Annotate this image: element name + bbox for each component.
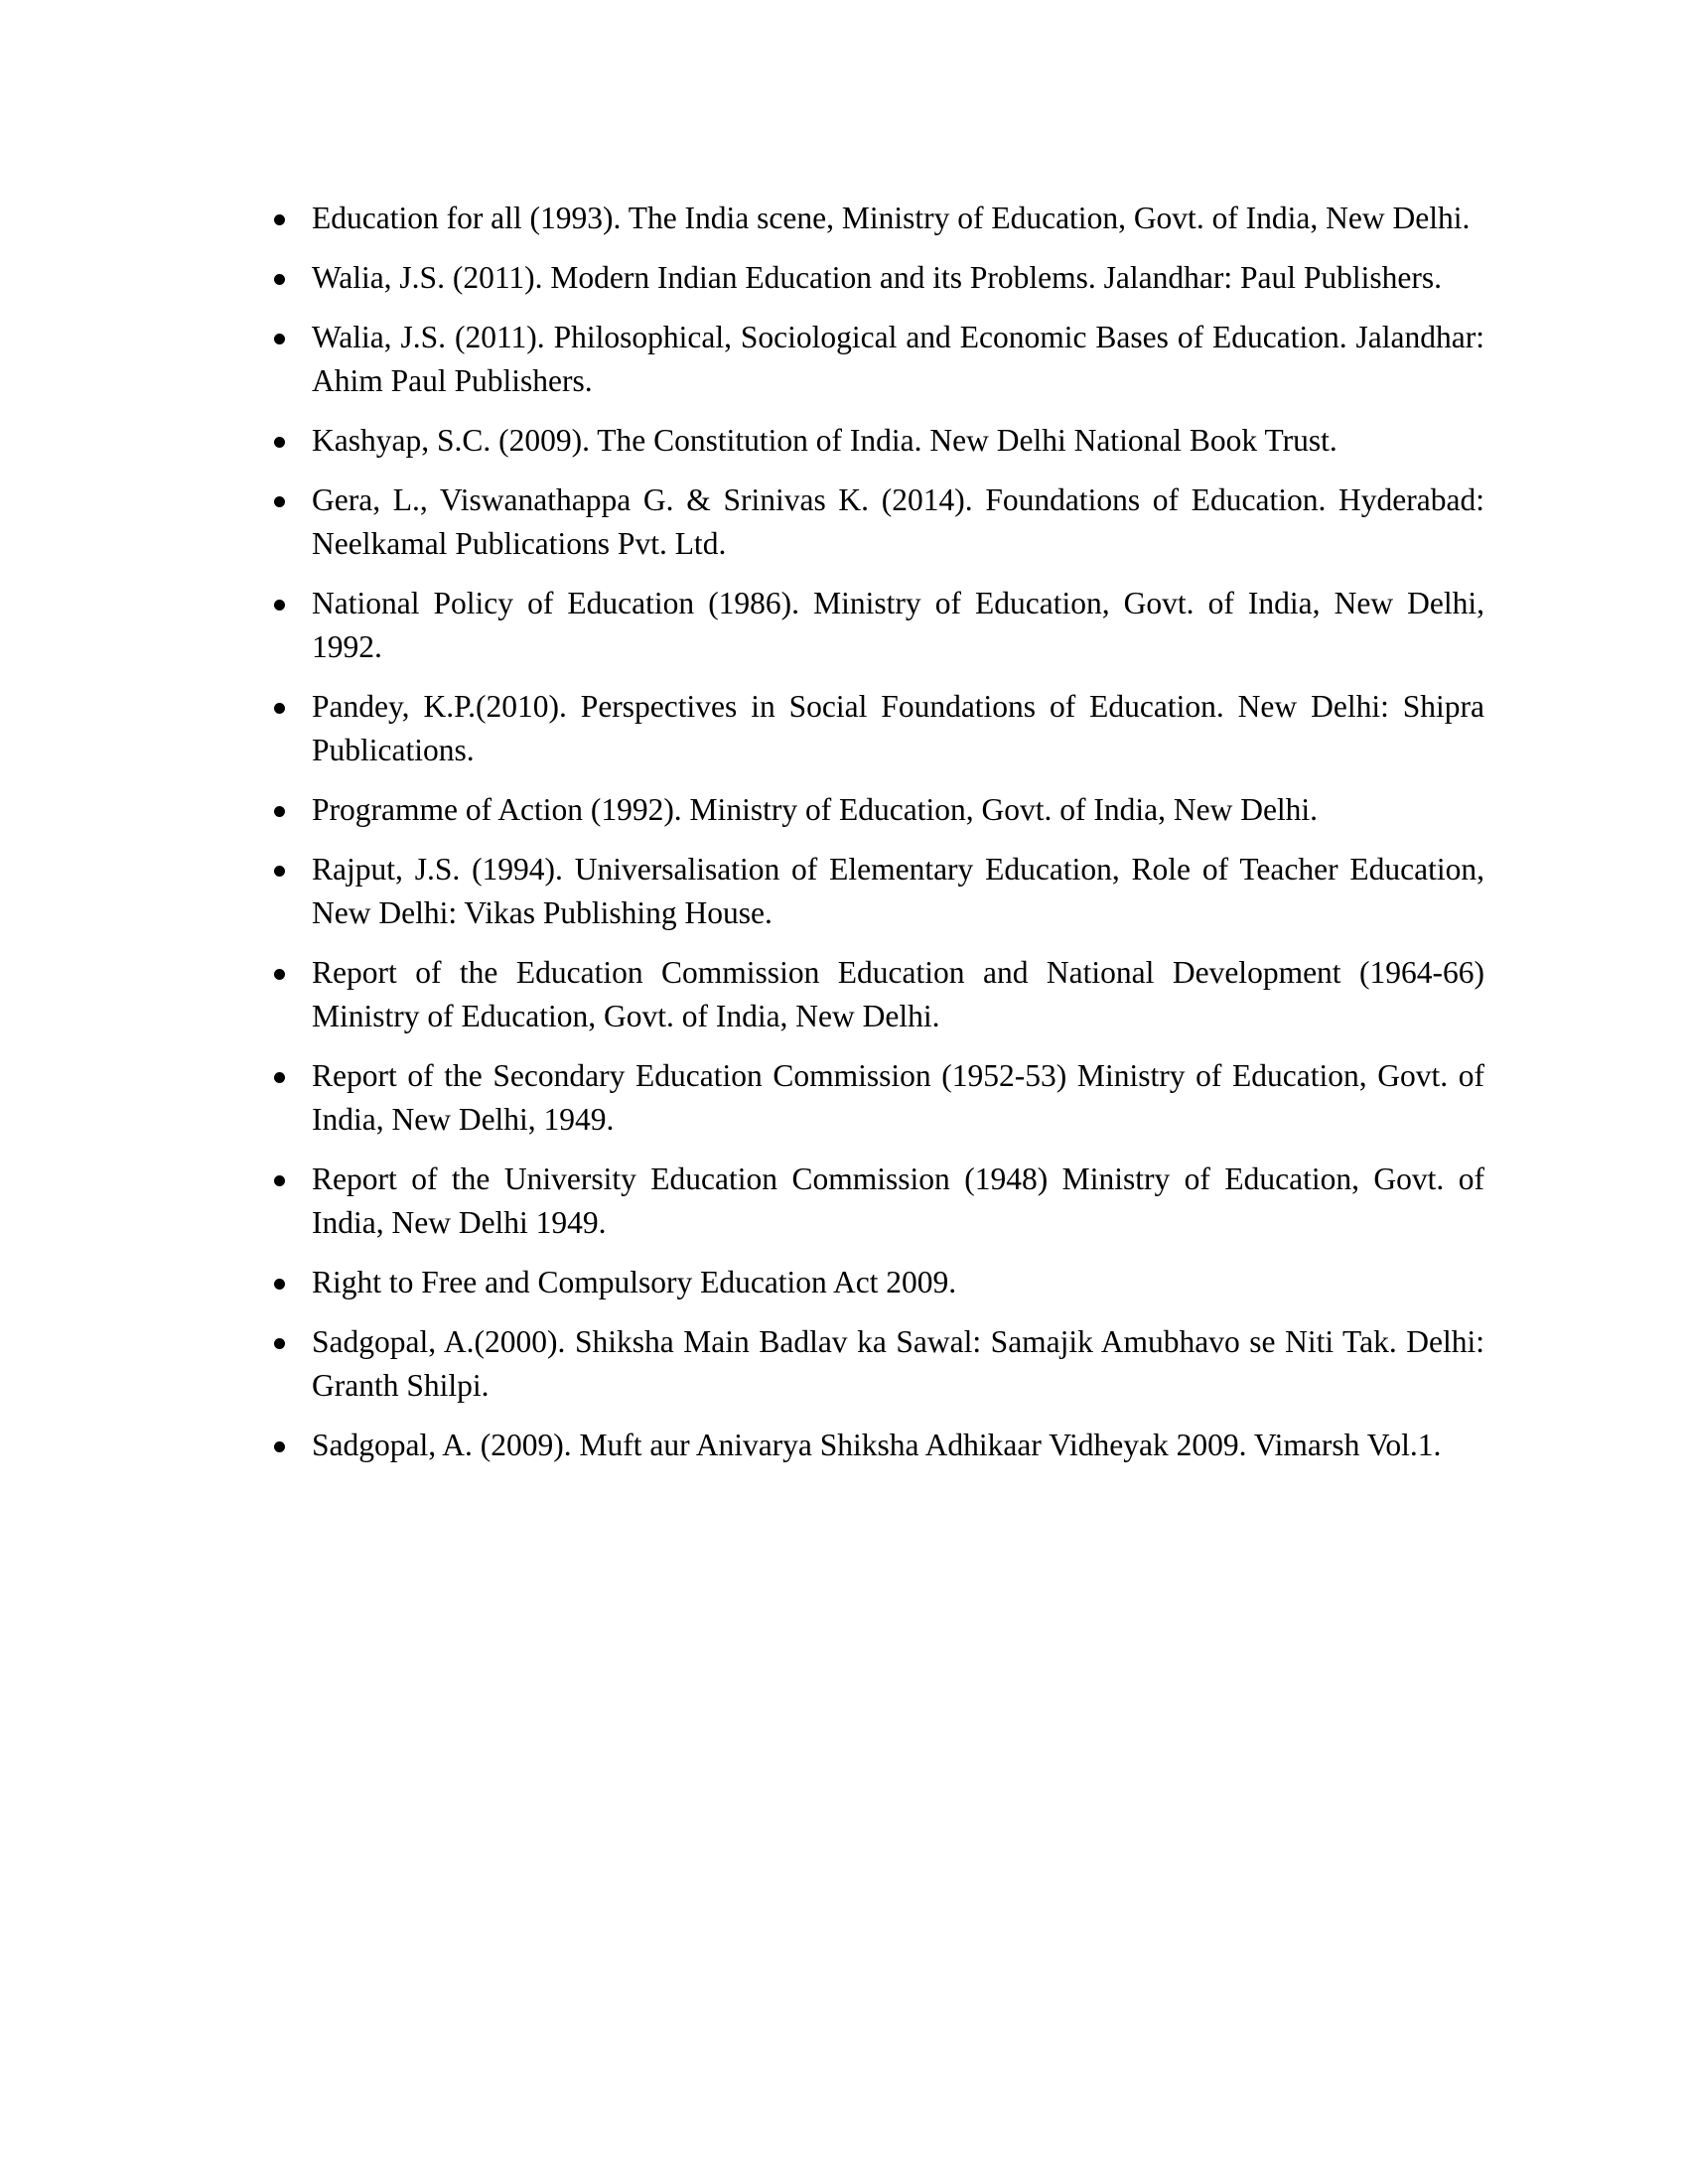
- reference-text: Report of the University Education Commission (1948) Ministry of Education, Govt. of India, New Delhi 1949.: [312, 1161, 1484, 1240]
- reference-item: [268, 1158, 1484, 1245]
- bullet-icon: [274, 866, 285, 877]
- reference-item: [268, 197, 1484, 240]
- bullet-icon: [274, 1441, 285, 1452]
- bullet-icon: [274, 1338, 285, 1349]
- reference-text: Education for all (1993). The India scene, Ministry of Education, Govt. of India, New Delhi.: [312, 201, 1471, 235]
- bullet-icon: [274, 334, 285, 344]
- reference-list: [268, 197, 1484, 1483]
- reference-item: [268, 848, 1484, 935]
- reference-item: [268, 256, 1484, 300]
- bullet-icon: [274, 1072, 285, 1083]
- reference-text: Walia, J.S. (2011). Modern Indian Education and its Problems. Jalandhar: Paul Publishers.: [312, 260, 1442, 295]
- reference-text: Sadgopal, A. (2009). Muft aur Anivarya Shiksha Adhikaar Vidheyak 2009. Vimarsh Vol.1.: [312, 1428, 1442, 1462]
- reference-text: Pandey, K.P.(2010). Perspectives in Social Foundations of Education. New Delhi: Shipra Publications.: [312, 689, 1484, 767]
- reference-item: [268, 788, 1484, 832]
- reference-text: National Policy of Education (1986). Ministry of Education, Govt. of India, New Delhi, 1992.: [312, 586, 1484, 664]
- reference-text: Rajput, J.S. (1994). Universalisation of Elementary Education, Role of Teacher Education, New Delhi: Vikas Publishing House.: [312, 852, 1484, 930]
- reference-text: Right to Free and Compulsory Education Act 2009.: [312, 1265, 957, 1299]
- bullet-icon: [274, 214, 285, 225]
- reference-item: [268, 1424, 1484, 1467]
- reference-text: Kashyap, S.C. (2009). The Constitution of India. New Delhi National Book Trust.: [312, 423, 1337, 458]
- bullet-icon: [274, 600, 285, 611]
- reference-item: [268, 951, 1484, 1038]
- bullet-icon: [274, 274, 285, 285]
- reference-text: Gera, L., Viswanathappa G. & Srinivas K. (2014). Foundations of Education. Hyderabad: Neelkamal Publications Pvt. Ltd.: [312, 482, 1484, 561]
- reference-text: Report of the Secondary Education Commission (1952-53) Ministry of Education, Govt. of India, New Delhi, 1949.: [312, 1058, 1484, 1137]
- reference-text: Programme of Action (1992). Ministry of Education, Govt. of India, New Delhi.: [312, 792, 1319, 827]
- reference-item: [268, 1261, 1484, 1304]
- bullet-icon: [274, 806, 285, 817]
- reference-text: Report of the Education Commission Education and National Development (1964-66) Ministry of Education, Govt. of India, New Delhi.: [312, 955, 1484, 1033]
- reference-item: [268, 685, 1484, 772]
- bullet-icon: [274, 969, 285, 980]
- reference-item: [268, 1320, 1484, 1408]
- bullet-icon: [274, 703, 285, 714]
- reference-item: [268, 1054, 1484, 1142]
- bullet-icon: [274, 1175, 285, 1186]
- reference-item: [268, 419, 1484, 463]
- bullet-icon: [274, 496, 285, 507]
- reference-text: Sadgopal, A.(2000). Shiksha Main Badlav ka Sawal: Samajik Amubhavo se Niti Tak. Delhi: Granth Shilpi.: [312, 1324, 1484, 1403]
- bullet-icon: [274, 1279, 285, 1290]
- reference-item: [268, 478, 1484, 566]
- reference-text: Walia, J.S. (2011). Philosophical, Sociological and Economic Bases of Education. Jalandhar: Ahim Paul Publishers.: [312, 320, 1484, 398]
- reference-item: [268, 316, 1484, 403]
- bullet-icon: [274, 437, 285, 448]
- reference-item: [268, 582, 1484, 669]
